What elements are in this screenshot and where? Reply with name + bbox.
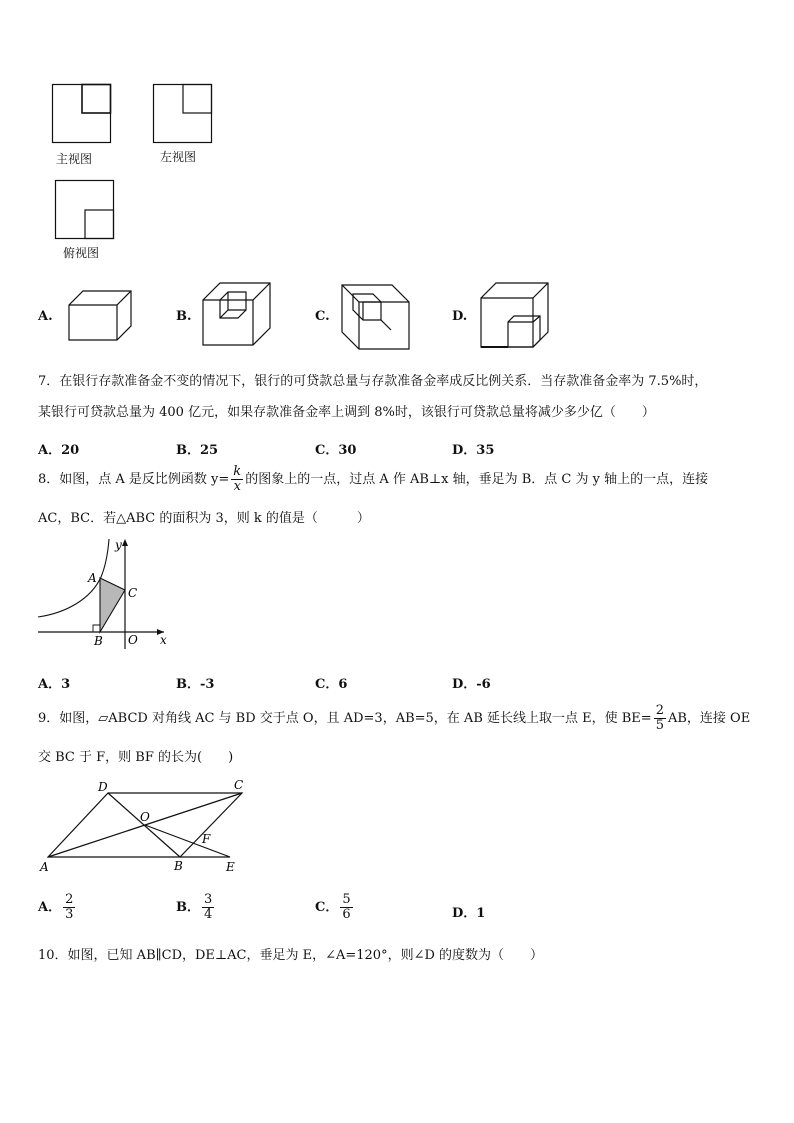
q8-text-line-2: AC，BC．若△ABC 的面积为 3，则 k 的值是（ ）	[38, 511, 370, 526]
q9-text-part-1: 9．如图，▱ABCD 对角线 AC 与 BD 交于点 O，且 AD=3，AB=5，在 AB 延长线上取一点 E，使 BE=	[38, 711, 652, 726]
q7-option-b[interactable]: B．25	[176, 443, 219, 458]
q9-label-a: A	[40, 860, 49, 874]
q8-fraction	[231, 465, 243, 493]
q9-label-e: E	[226, 860, 235, 874]
q9-label-d: D	[98, 780, 108, 794]
q8-label-x: x	[160, 633, 167, 647]
q9-option-b-label: B．	[176, 900, 200, 915]
front-view-figure	[52, 84, 112, 146]
q9-fraction-denominator: 5	[655, 718, 664, 733]
q6-option-c-figure	[339, 282, 414, 352]
q8-option-b[interactable]: B．-3	[176, 677, 215, 692]
q9-option-c-label: C．	[315, 900, 339, 915]
q9-label-f: F	[202, 832, 211, 846]
q8-text-part-2: 的图象上的一点，过点 A 作 AB⊥x 轴，垂足为 B．点 C 为 y 轴上的一点，连接	[245, 472, 709, 487]
q6-option-a-figure	[65, 285, 135, 345]
q8-text-part-1: 8．如图，点 A 是反比例函数 y=	[38, 472, 230, 487]
q7-text-line-1: 7．在银行存款准备金不变的情况下，银行的可贷款总量与存款准备金率成反比例关系．当存款准备金率为 7.5%时，	[38, 374, 708, 389]
q9-option-a-numerator: 2	[65, 892, 74, 908]
q6-option-d-figure	[478, 280, 553, 350]
q8-text-line-1	[38, 465, 708, 495]
q9-fraction-numerator: 2	[655, 703, 664, 719]
q8-label-y: y	[115, 538, 122, 552]
q8-label-c: C	[128, 586, 138, 600]
q6-option-b-label[interactable]: B.	[176, 309, 192, 324]
top-view-figure	[55, 180, 115, 242]
q10-text-line-1: 10．如图，已知 AB∥CD，DE⊥AC，垂足为 E，∠A=120°，则∠D 的度数为（ ）	[38, 948, 544, 963]
q9-text-line-1	[38, 704, 750, 734]
q9-option-b-fraction	[202, 893, 214, 921]
front-view-caption: 主视图	[56, 152, 93, 166]
q8-fraction-denominator: x	[233, 479, 241, 494]
q8-figure	[36, 537, 176, 652]
q9-option-b-numerator: 3	[204, 892, 213, 908]
q9-option-d[interactable]: D．1	[452, 906, 486, 921]
q6-option-b-figure	[200, 280, 275, 348]
q9-option-c-denominator: 6	[342, 907, 351, 922]
q8-option-a[interactable]: A．3	[38, 677, 71, 692]
q8-fraction-numerator: k	[233, 464, 242, 480]
q9-text-part-2: AB，连接 OE	[667, 711, 751, 726]
q7-option-a[interactable]: A．20	[38, 443, 80, 458]
q6-option-a-label[interactable]: A.	[38, 309, 53, 324]
q9-label-b: B	[174, 859, 183, 873]
q8-label-b: B	[94, 634, 103, 648]
left-view-figure	[153, 84, 213, 146]
q8-label-o: O	[128, 633, 138, 647]
q9-option-a-label: A．	[38, 900, 62, 915]
q9-text-line-2: 交 BC 于 F，则 BF 的长为( )	[38, 750, 234, 765]
q8-option-c[interactable]: C．6	[315, 677, 348, 692]
q9-option-a[interactable]	[38, 888, 77, 928]
q9-label-o: O	[140, 810, 150, 824]
q6-option-c-label[interactable]: C.	[315, 309, 330, 324]
q9-figure	[36, 775, 251, 875]
q9-label-c: C	[234, 778, 244, 792]
q9-option-b-denominator: 4	[204, 907, 213, 922]
q8-label-a: A	[88, 571, 97, 585]
q6-option-d-label[interactable]: D.	[452, 309, 468, 324]
q7-text-line-2: 某银行可贷款总量为 400 亿元，如果存款准备金率上调到 8%时，该银行可贷款总量将减少多少亿（ ）	[38, 405, 655, 420]
q9-option-a-fraction	[63, 893, 75, 921]
q7-option-c[interactable]: C．30	[315, 443, 357, 458]
q9-fraction	[654, 704, 666, 732]
q9-option-c-numerator: 5	[342, 892, 351, 908]
q9-option-c-fraction	[340, 893, 352, 921]
q9-option-a-denominator: 3	[65, 907, 74, 922]
q7-option-d[interactable]: D．35	[452, 443, 495, 458]
q9-option-c[interactable]	[315, 888, 355, 928]
q8-option-d[interactable]: D．-6	[452, 677, 491, 692]
left-view-caption: 左视图	[160, 150, 197, 164]
top-view-caption: 俯视图	[63, 246, 100, 260]
q9-option-b[interactable]	[176, 888, 216, 928]
